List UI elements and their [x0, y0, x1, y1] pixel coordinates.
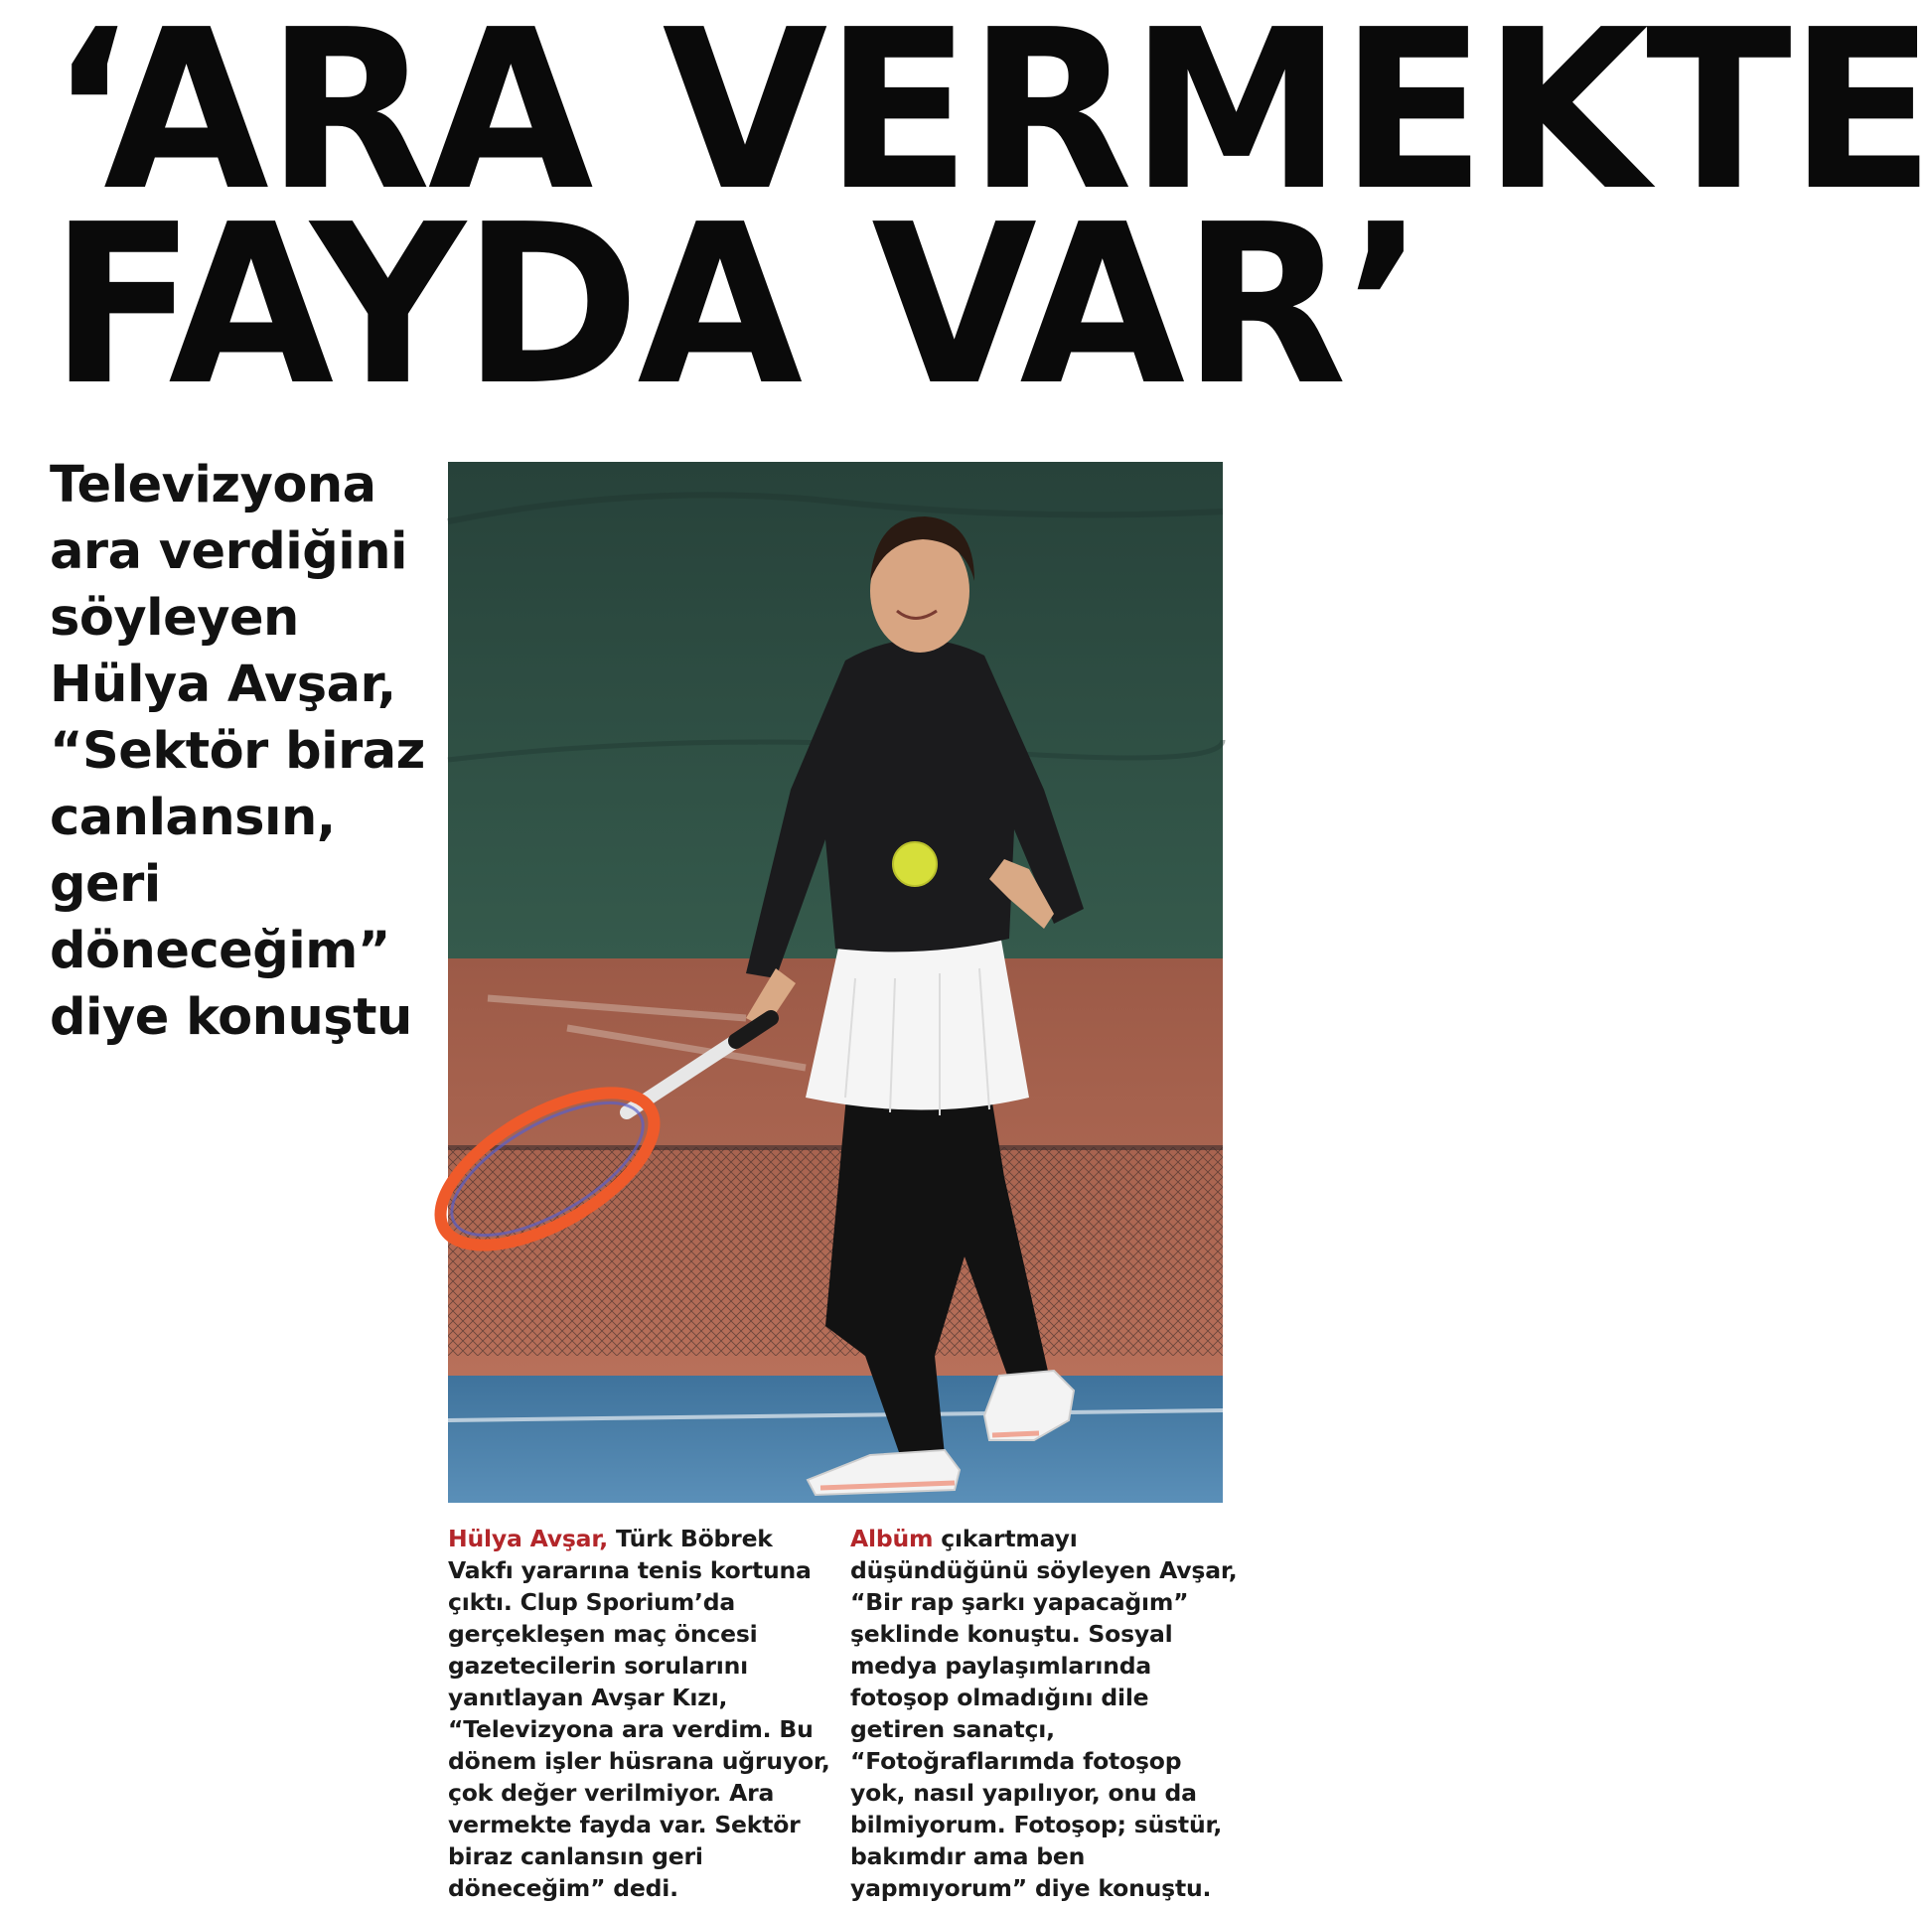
news-photo — [448, 462, 1223, 1503]
column-text: Türk Böbrek Vakfı yararına tenis kortuna çıktı. Clup Sporium’da gerçekleşen maç öncesi gazetecilerin sorularını yanıtlayan Avşar Kızı, “Televizyona ara verdim. Bu dönem işler hüsrana uğruyor, çok değer verilmiyor. Ara vermekte fayda var. Sektör biraz canlansın geri döneceğim” dedi. — [448, 1525, 830, 1902]
player-skirt — [806, 929, 1029, 1110]
headline — [50, 0, 1932, 434]
headline-line-1: ‘ARA VERMEKTE — [50, 0, 1932, 239]
article-column-right — [850, 1523, 1238, 1904]
column-lead: Albüm — [850, 1525, 934, 1552]
article-column-left — [448, 1523, 835, 1904]
tennis-player-illustration — [448, 462, 1223, 1503]
tennis-ball — [893, 842, 937, 886]
headline-line-2: FAYDA VAR’ — [50, 178, 1422, 434]
deck-summary: Televizyona ara verdiğini söyleyen Hülya Avşar, “Sektör biraz canlansın, geri döneceğim” diye konuştu — [50, 456, 425, 1047]
column-lead: Hülya Avşar, — [448, 1525, 608, 1552]
column-text: çıkartmayı düşündüğünü söyleyen Avşar, “Bir rap şarkı yapacağım” şeklinde konuştu. Sosyal medya paylaşımlarında fotoşop olmadığını dile getiren sanatçı, “Fotoğraflarımda fotoşop yok, nasıl yapılıyor, onu da bilmiyorum. Fotoşop; süstür, bakımdır ama ben yapmıyorum” diye konuştu. — [850, 1525, 1238, 1902]
